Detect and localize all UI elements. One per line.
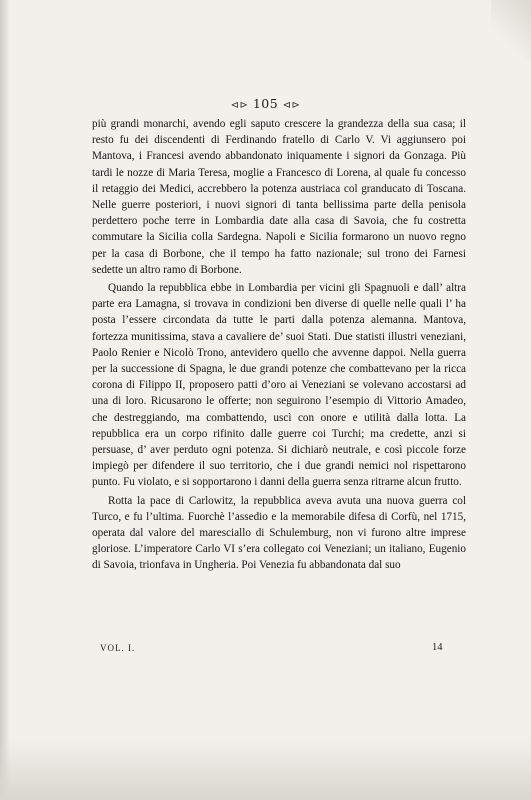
page-bottom-shading — [0, 740, 531, 800]
ornament-right-icon: ⊲⊳ — [282, 100, 301, 111]
paragraph-2: Quando la repubblica ebbe in Lombardia per vicini gli Spagnuoli e dall’ altra parte era Lamagna, si trovava in condizioni ben diverse di quelle nelle quali l’ ha posta l’essere circondata da tutte le parti dalla potenza alemanna. Mantova, fortezza munitissima, stava a cavaliere de’ suoi Stati. Due statisti illustri veneziani, Paolo Renier e Nicolò Trono, antevidero quello che avvenne dappoi. Nella guerra per la successione di Spagna, le due grandi potenze che combattevano per la ricca corona di Filippo II, proposero patti d’oro ai Veneziani se volevano accostarsi ad una di loro. Ricusarono le offerte; non seguirono l’esempio di Vittorio Amadeo, che destreggiando, ma combattendo, uscì con onore e utilità dalla lotta. La repubblica era un corpo rifinito dalle guerre coi Turchi; ma credette, anzi si persuase, d’ aver perduto ogni potenza. Si dichiarò neutrale, e così piccole forze impiegò per difendere il suo territorio, che i due grandi nemici nol rispettarono punto. Fu violato, e si sopportarono i danni della guerra senza ritrarne alcun frutto. — [92, 282, 466, 489]
body-text — [92, 116, 466, 574]
page-number: 105 — [252, 96, 279, 111]
paragraph-1: più grandi monarchi, avendo egli saputo crescere la grandezza della sua casa; il resto fu dei discendenti di Ferdinando fratello di Carlo V. Vi aggiunsero poi Mantova, i Francesi avendo abbandonato iniquamente i signori da Gonzaga. Più tardi le nozze di Maria Teresa, moglie a Francesco di Lorena, al quale fu concesso il retaggio dei Medici, accrebbero la potenza austriaca col granducato di Toscana. Nelle guerre posteriori, i nuovi signori di tanta bellissima parte della penisola perdettero poche terre in Lombardia date alla casa di Savoia, che fu costretta commutare la Sicilia colla Sardegna. Napoli e Sicilia formarono un nuovo regno per la casa di Borbone, che il tempo ha fatto nazionale; sul trono dei Farnesi sedette un altro ramo di Borbone. — [92, 118, 466, 276]
page-corner-shading — [491, 0, 531, 60]
page-edge-shadow — [0, 0, 10, 800]
signature-mark: 14 — [432, 642, 443, 653]
volume-label: VOL. I. — [100, 643, 136, 653]
ornament-left-icon: ⊲⊳ — [230, 100, 249, 111]
page-header — [0, 96, 531, 111]
paragraph-3: Rotta la pace di Carlowitz, la repubblica aveva avuta una nuova guerra col Turco, e fu l’ultima. Fuorchè l’assedio e la memorabile difesa di Corfù, nel 1715, operata dal valore del maresciallo di Schulemburg, non vi furono altre imprese gloriose. L’imperatore Carlo VI s’era collegato coi Veneziani; un italiano, Eugenio di Savoia, trionfava in Ungheria. Poi Venezia fu abbandonata dal suo — [92, 494, 466, 572]
